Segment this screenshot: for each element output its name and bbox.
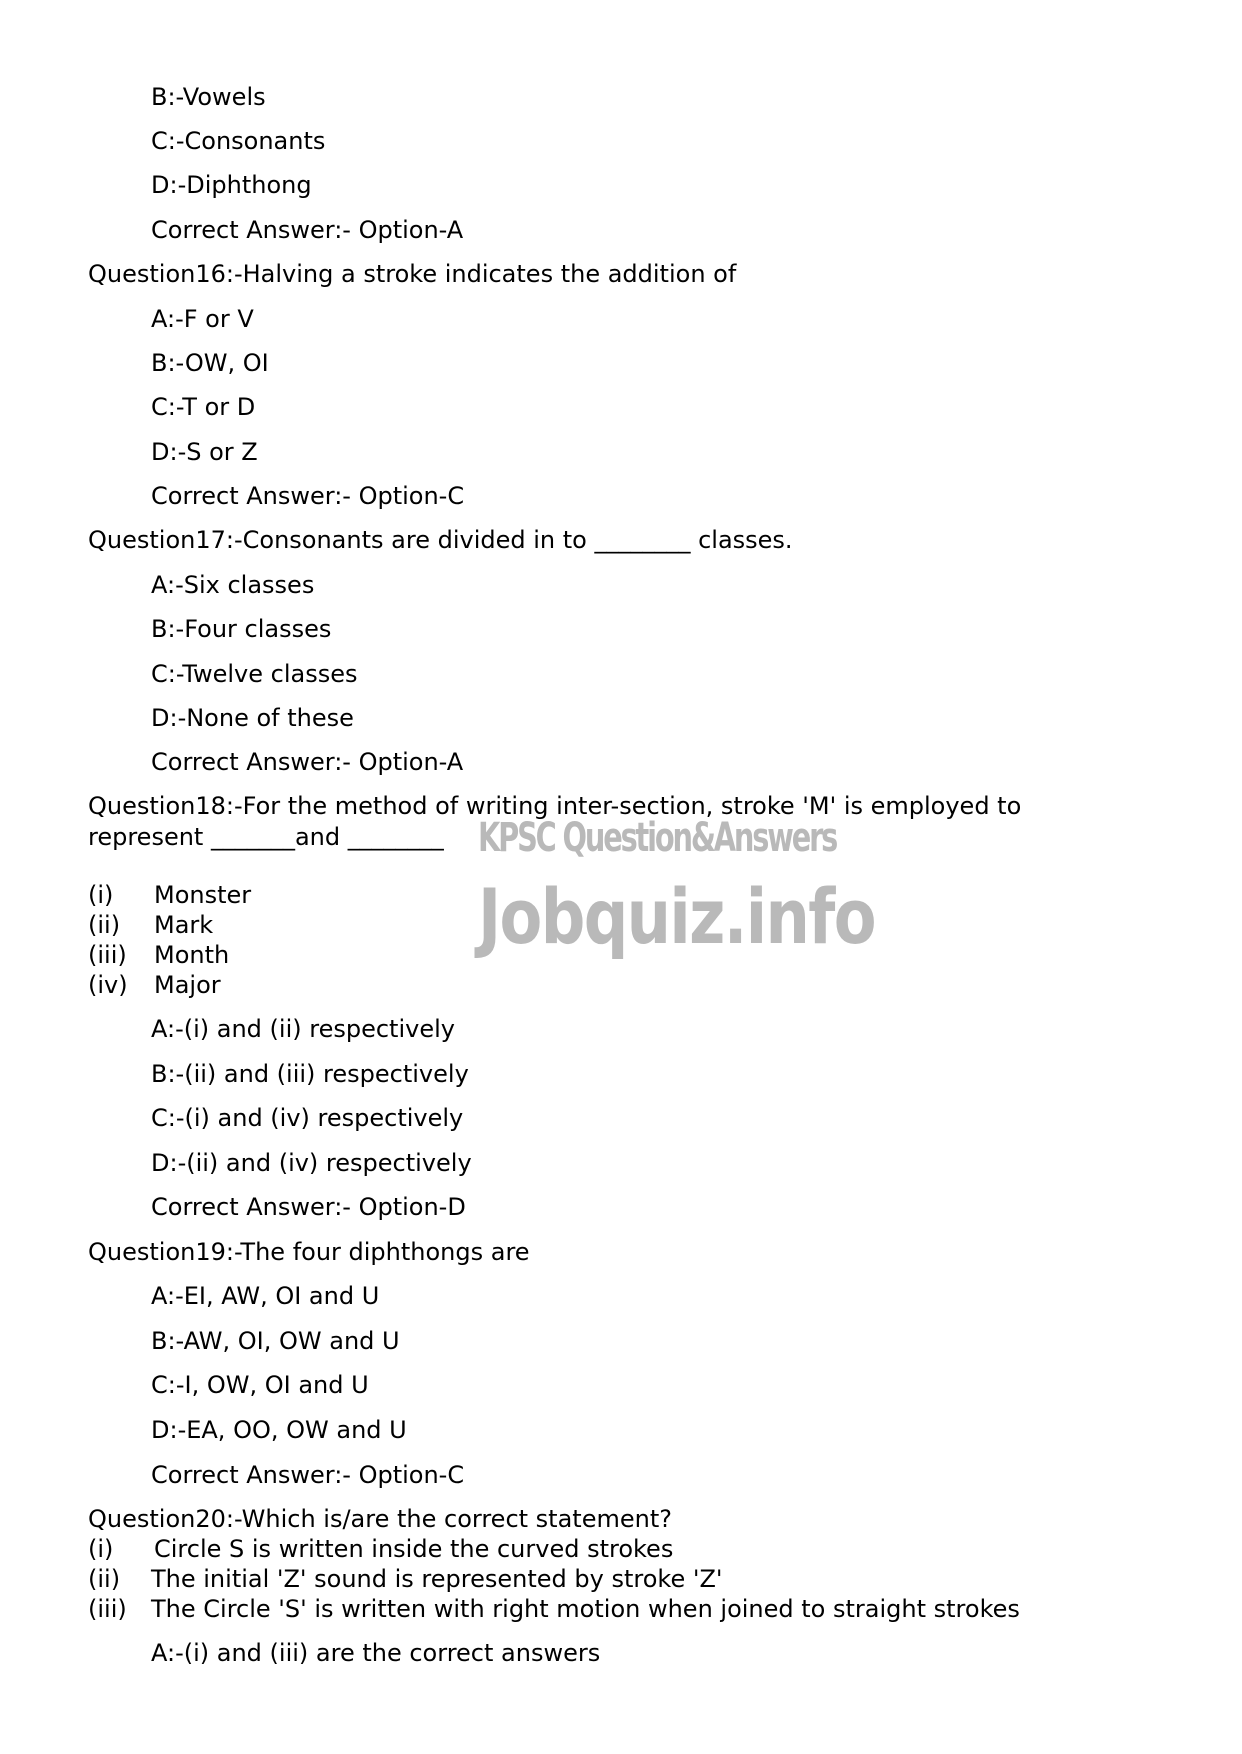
q20-item-statement: The Circle 'S' is written with right motion when joined to straight strokes bbox=[151, 1595, 1020, 1623]
q20-option-a: A:-(i) and (iii) are the correct answers bbox=[151, 1639, 601, 1667]
q17-question: Question17:-Consonants are divided in to ________ classes. bbox=[88, 526, 793, 554]
q19-correct-answer: Correct Answer:- Option-C bbox=[151, 1461, 465, 1489]
q15-option-d: D:-Diphthong bbox=[151, 171, 312, 199]
q16-correct-answer: Correct Answer:- Option-C bbox=[151, 482, 465, 510]
q17-correct-answer: Correct Answer:- Option-A bbox=[151, 748, 464, 776]
q16-option-b: B:-OW, OI bbox=[151, 349, 269, 377]
q18-item-number: (i) bbox=[88, 881, 114, 909]
q17-option-d: D:-None of these bbox=[151, 704, 354, 732]
q16-option-a: A:-F or V bbox=[151, 305, 254, 333]
q19-option-c: C:-I, OW, OI and U bbox=[151, 1371, 369, 1399]
q20-item-number: (ii) bbox=[88, 1565, 121, 1593]
q18-option-d: D:-(ii) and (iv) respectively bbox=[151, 1149, 472, 1177]
q18-option-a: A:-(i) and (ii) respectively bbox=[151, 1015, 455, 1043]
q16-question: Question16:-Halving a stroke indicates the addition of bbox=[88, 260, 737, 288]
q15-option-c: C:-Consonants bbox=[151, 127, 326, 155]
q18-item-term: Monster bbox=[154, 881, 252, 909]
q16-option-d: D:-S or Z bbox=[151, 438, 258, 466]
q18-item-term: Month bbox=[154, 941, 230, 969]
q19-question: Question19:-The four diphthongs are bbox=[88, 1238, 530, 1266]
q20-item-statement: The initial 'Z' sound is represented by stroke 'Z' bbox=[151, 1565, 723, 1593]
q19-option-a: A:-EI, AW, OI and U bbox=[151, 1282, 380, 1310]
q17-option-a: A:-Six classes bbox=[151, 571, 315, 599]
q20-item-statement: Circle S is written inside the curved strokes bbox=[154, 1535, 674, 1563]
q16-option-c: C:-T or D bbox=[151, 393, 256, 421]
q18-option-c: C:-(i) and (iv) respectively bbox=[151, 1104, 464, 1132]
q18-item-number: (iv) bbox=[88, 971, 128, 999]
q18-item-term: Mark bbox=[154, 911, 214, 939]
q19-option-b: B:-AW, OI, OW and U bbox=[151, 1327, 400, 1355]
q20-item-number: (i) bbox=[88, 1535, 114, 1563]
q20-question: Question20:-Which is/are the correct statement? bbox=[88, 1505, 672, 1533]
watermark-line-1: KPSC Question&Answers bbox=[478, 815, 837, 861]
q18-item-number: (ii) bbox=[88, 911, 121, 939]
q18-correct-answer: Correct Answer:- Option-D bbox=[151, 1193, 466, 1221]
q18-option-b: B:-(ii) and (iii) respectively bbox=[151, 1060, 469, 1088]
q20-item-number: (iii) bbox=[88, 1595, 127, 1623]
q19-option-d: D:-EA, OO, OW and U bbox=[151, 1416, 407, 1444]
q15-correct-answer: Correct Answer:- Option-A bbox=[151, 216, 464, 244]
q17-option-c: C:-Twelve classes bbox=[151, 660, 358, 688]
q18-item-term: Major bbox=[154, 971, 221, 999]
q18-question-line-2: represent _______and ________ bbox=[88, 823, 444, 851]
watermark-line-2: Jobquiz.info bbox=[478, 872, 875, 961]
q17-option-b: B:-Four classes bbox=[151, 615, 332, 643]
q18-question-line-1: Question18:-For the method of writing inter-section, stroke 'M' is employed to bbox=[88, 792, 1022, 820]
q15-option-b: B:-Vowels bbox=[151, 83, 266, 111]
q18-item-number: (iii) bbox=[88, 941, 127, 969]
